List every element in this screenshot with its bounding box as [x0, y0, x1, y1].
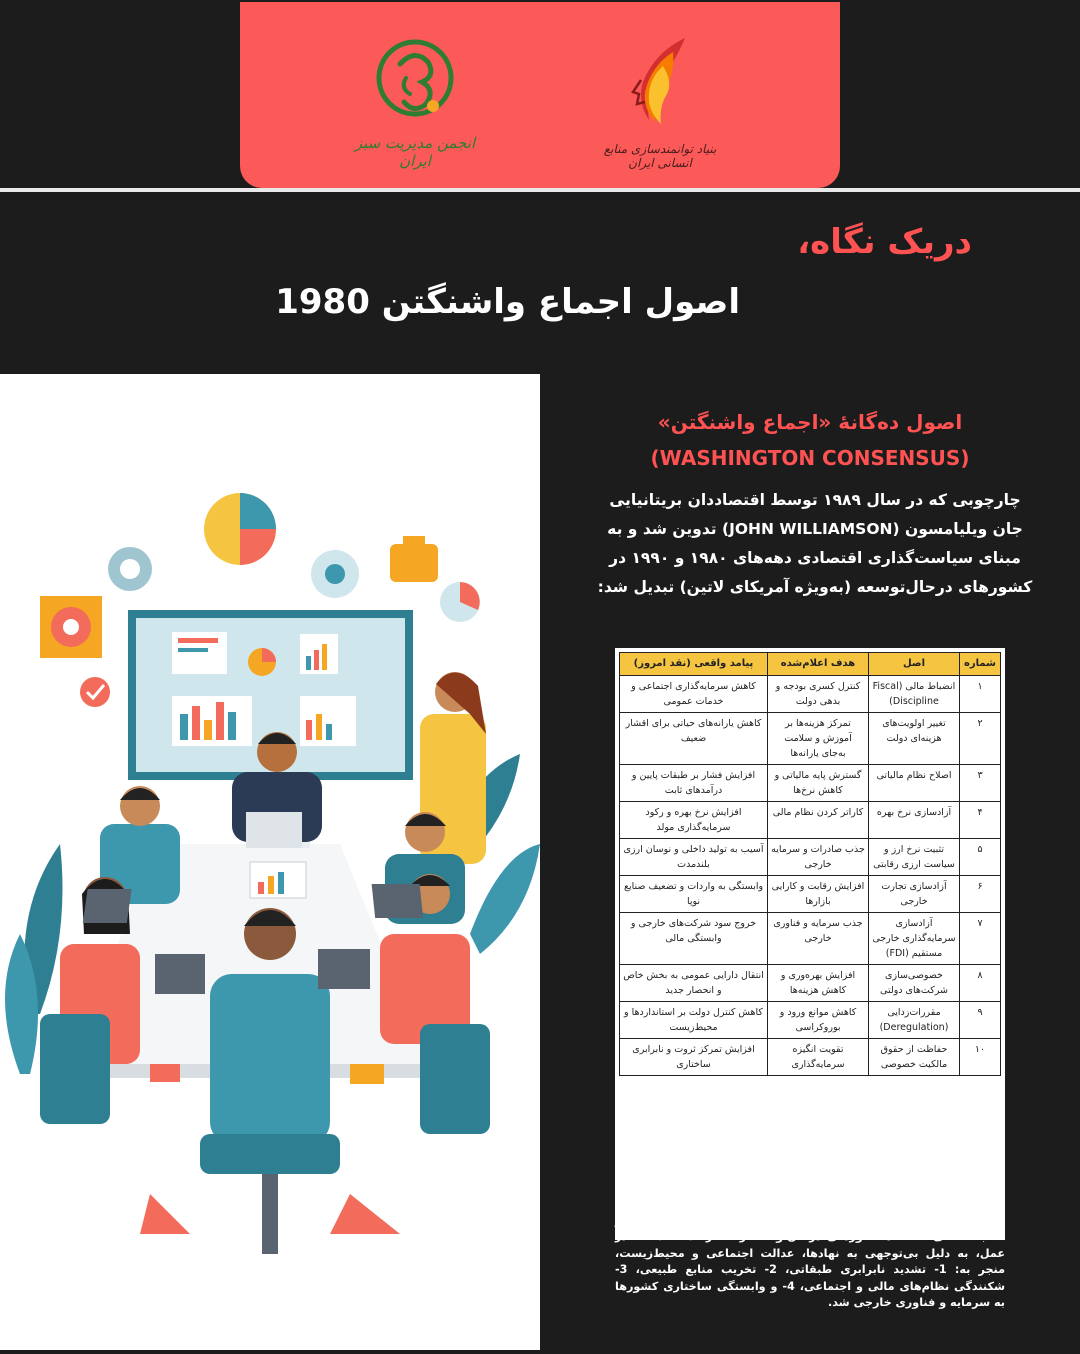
intro-line: جان ویلیامسون (JOHN WILLIAMSON) تدوین شد و به — [607, 520, 1023, 538]
top-band — [0, 0, 1080, 188]
cell-outcome: آسیب به تولید داخلی و نوسان ارزی بلندمدت — [620, 839, 768, 876]
cell-number: ۹ — [960, 1002, 1001, 1039]
table-header-row — [620, 653, 1001, 676]
cell-principle: آزادسازی نرخ بهره — [869, 802, 960, 839]
cell-outcome: خروج سود شرکت‌های خارجی و وابستگی مالی — [620, 913, 768, 965]
table-row — [620, 765, 1001, 802]
cell-principle: آزادسازی تجارت خارجی — [869, 876, 960, 913]
cell-goal: گسترش پایه مالیاتی و کاهش نرخ‌ها — [768, 765, 869, 802]
header-goal: هدف اعلام‌شده — [768, 653, 869, 676]
cell-principle: حفاظت از حقوق مالکیت خصوصی — [869, 1039, 960, 1076]
header-outcome: پیامد واقعی (نقد امروز) — [620, 653, 768, 676]
cell-number: ۷ — [960, 913, 1001, 965]
cell-goal: تمرکز هزینه‌ها بر آموزش و سلامت به‌جای یارانه‌ها — [768, 713, 869, 765]
cell-principle: تثبیت نرخ ارز و سیاست ارزی رقابتی — [869, 839, 960, 876]
green-management-logo — [350, 36, 480, 176]
cell-number: ۱۰ — [960, 1039, 1001, 1076]
section-title — [540, 404, 1080, 476]
intro-paragraph — [580, 486, 1050, 602]
cell-number: ۵ — [960, 839, 1001, 876]
cell-goal: کاهش موانع ورود و بوروکراسی — [768, 1002, 869, 1039]
cell-outcome: کاهش سرمایه‌گذاری اجتماعی و خدمات عمومی — [620, 676, 768, 713]
summary-heading: خلاصهٔ تحلیلی — [929, 1197, 1005, 1210]
cell-goal: جذب سرمایه و فناوری خارجی — [768, 913, 869, 965]
flame-faces-logo-icon — [615, 32, 705, 132]
cell-number: ۱ — [960, 676, 1001, 713]
logo-card — [240, 2, 840, 188]
empowerment-foundation-logo — [585, 32, 735, 177]
table-row — [620, 913, 1001, 965]
cell-outcome: افزایش تمرکز ثروت و نابرابری ساختاری — [620, 1039, 768, 1076]
intro-line: مبنای سیاست‌گذاری اقتصادی دهه‌های ۱۹۸۰ و ۱۹۹۰ در — [609, 549, 1021, 567]
logo-right-name: بنیاد توانمندسازی منابع انسانی ایران — [603, 142, 717, 170]
cell-goal: جذب صادرات و سرمایه خارجی — [768, 839, 869, 876]
cell-outcome: افزایش نرخ بهره و رکود سرمایه‌گذاری مولد — [620, 802, 768, 839]
intro-line: کشورهای درحال‌توسعه (به‌ویژه آمریکای لاتین) تبدیل شد: — [597, 578, 1033, 596]
team-meeting-illustration — [0, 374, 540, 1350]
cell-goal: کنترل کسری بودجه و بدهی دولت — [768, 676, 869, 713]
cell-number: ۸ — [960, 965, 1001, 1002]
table-row — [620, 1039, 1001, 1076]
green-circle-logo-icon — [370, 36, 460, 126]
table-row — [620, 1002, 1001, 1039]
table-row — [620, 802, 1001, 839]
heading-section — [0, 192, 1080, 372]
heading-subtitle: دریک نگاه، — [797, 222, 972, 262]
cell-principle: تغییر اولویت‌های هزینه‌ای دولت — [869, 713, 960, 765]
header-number: شماره — [960, 653, 1001, 676]
principles-table-card — [615, 648, 1005, 1240]
summary-body: اجماع واشنگتن تلاش می‌کرد با تکیه بر بازار آزاد، دولت کوچک و انضباط مالی، اقتصاد کشورهای درحال‌توسعه را «کارآمد» کند؛ اما در عمل، به دلیل بی‌توجهی به نهادها، عدالت اجتماعی و محیط‌زیست، منجر به: 1- تشدید نابرابری طبقاتی، 2- تخریب منابع طبیعی، 3- شکنندگی نظام‌های مالی و اجتماعی، 4- و وابستگی ساختاری کشورها به سرمایه و فناوری خارجی شد. — [615, 1213, 1005, 1309]
cell-principle: خصوصی‌سازی شرکت‌های دولتی — [869, 965, 960, 1002]
table-row — [620, 876, 1001, 913]
table-row — [620, 839, 1001, 876]
section-title-line1: اصول ده‌گانهٔ «اجماع واشنگتن» — [657, 410, 963, 434]
cell-goal: کاراتر کردن نظام مالی — [768, 802, 869, 839]
logo-left-name: انجمن مدیریت سبز ایران — [354, 134, 476, 170]
illustration-panel — [0, 374, 540, 1350]
table-row — [620, 713, 1001, 765]
cell-principle: مقررات‌زدایی (Deregulation) — [869, 1002, 960, 1039]
cell-outcome: انتقال دارایی عمومی به بخش خاص و انحصار جدید — [620, 965, 768, 1002]
cell-outcome: افزایش فشار بر طبقات پایین و درآمدهای ثابت — [620, 765, 768, 802]
page-title: اصول اجماع واشنگتن 1980 — [275, 282, 740, 322]
cell-principle: انضباط مالی (Fiscal Discipline) — [869, 676, 960, 713]
cell-number: ۴ — [960, 802, 1001, 839]
cell-outcome: کاهش کنترل دولت بر استانداردها و محیط‌زیست — [620, 1002, 768, 1039]
section-title-line2: (WASHINGTON CONSENSUS) — [650, 446, 970, 470]
principles-table — [619, 652, 1001, 1076]
intro-line: چارچوبی که در سال ۱۹۸۹ توسط اقتصاددان بریتانیایی — [609, 491, 1021, 509]
cell-number: ۲ — [960, 713, 1001, 765]
cell-outcome: وابستگی به واردات و تضعیف صنایع نوپا — [620, 876, 768, 913]
cell-principle: آزادسازی سرمایه‌گذاری خارجی مستقیم (FDI) — [869, 913, 960, 965]
cell-principle: اصلاح نظام مالیاتی — [869, 765, 960, 802]
analytical-summary — [615, 1196, 1005, 1312]
cell-outcome: کاهش یارانه‌های حیاتی برای اقشار ضعیف — [620, 713, 768, 765]
cell-goal: تقویت انگیزه سرمایه‌گذاری — [768, 1039, 869, 1076]
cell-goal: افزایش بهره‌وری و کاهش هزینه‌ها — [768, 965, 869, 1002]
cell-goal: افزایش رقابت و کارایی بازارها — [768, 876, 869, 913]
article-panel — [540, 374, 1080, 1350]
cell-number: ۶ — [960, 876, 1001, 913]
header-principle: اصل — [869, 653, 960, 676]
table-row — [620, 676, 1001, 713]
table-row — [620, 965, 1001, 1002]
cell-number: ۳ — [960, 765, 1001, 802]
